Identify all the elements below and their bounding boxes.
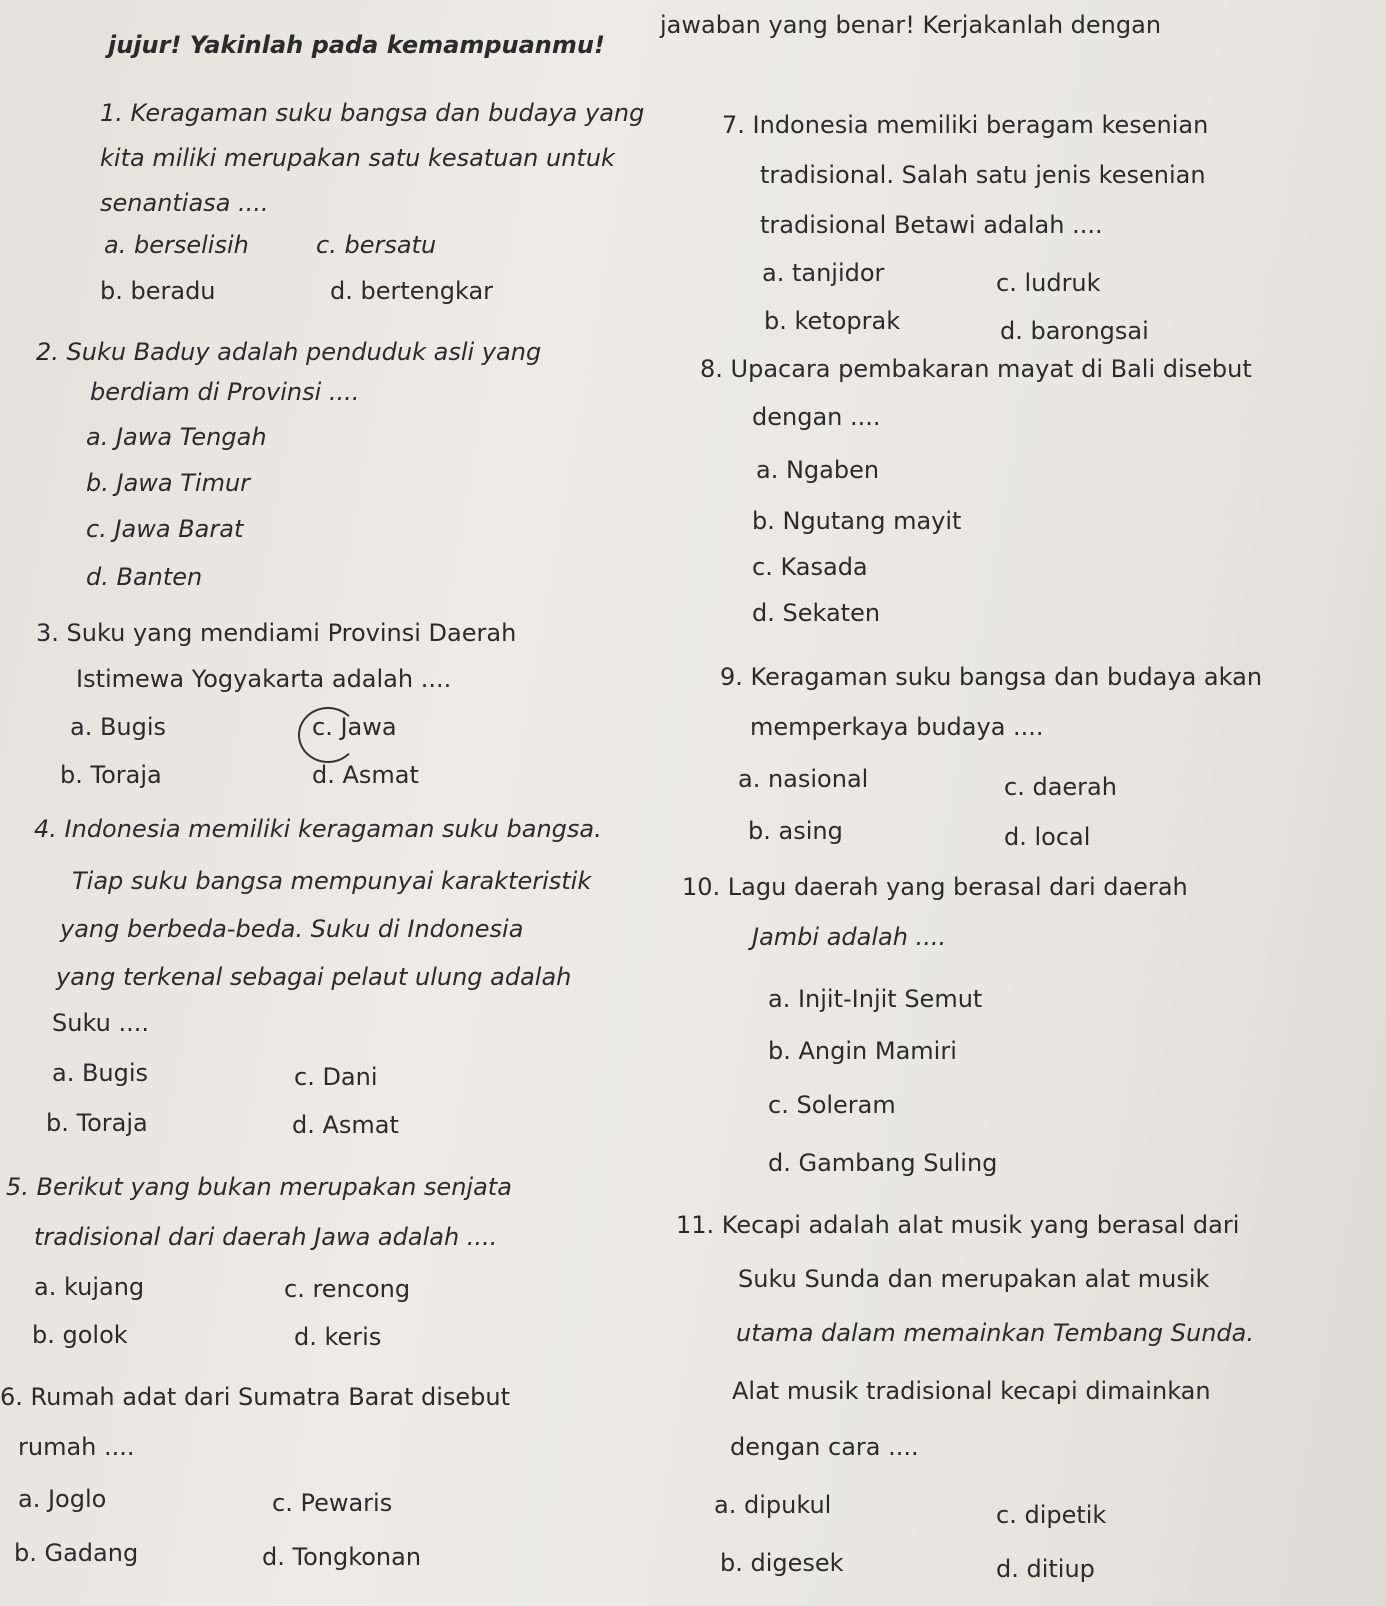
q10-line-1: 10. Lagu daerah yang berasal dari daerah <box>682 873 1188 901</box>
q6-option-b[interactable]: b. Gadang <box>14 1539 139 1567</box>
q5-option-a[interactable]: a. kujang <box>34 1273 145 1301</box>
q6-option-d[interactable]: d. Tongkonan <box>262 1543 422 1571</box>
q3-line-1: 3. Suku yang mendiami Provinsi Daerah <box>36 619 517 647</box>
q9-option-c[interactable]: c. daerah <box>1004 773 1117 801</box>
q10-option-c[interactable]: c. Soleram <box>768 1091 896 1119</box>
q5-line-1: 5. Berikut yang bukan merupakan senjata <box>6 1173 512 1201</box>
q3-option-d[interactable]: d. Asmat <box>312 761 419 789</box>
q6-line-2: rumah .... <box>18 1433 135 1461</box>
q11-option-c[interactable]: c. dipetik <box>996 1501 1107 1529</box>
q5-option-c[interactable]: c. rencong <box>284 1275 411 1303</box>
q9-line-2: memperkaya budaya .... <box>750 713 1044 741</box>
q9-option-a[interactable]: a. nasional <box>738 765 869 793</box>
q1-line-3: senantiasa .... <box>100 189 269 217</box>
q2-option-c-text[interactable]: c. Jawa Barat <box>86 515 244 543</box>
q9-option-b[interactable]: b. asing <box>748 817 843 845</box>
q4-line-1: 4. Indonesia memiliki keragaman suku bangsa. <box>34 815 602 843</box>
q10-option-a[interactable]: a. Injit-Injit Semut <box>768 985 983 1013</box>
q1-line-1: 1. Keragaman suku bangsa dan budaya yang <box>100 99 645 127</box>
q4-option-c[interactable]: c. Dani <box>294 1063 378 1091</box>
q2-line-2: berdiam di Provinsi .... <box>90 378 360 406</box>
q4-line-5: Suku .... <box>52 1009 149 1037</box>
header-line-1: jawaban yang benar! Kerjakanlah dengan <box>660 11 1162 39</box>
q11-option-a[interactable]: a. dipukul <box>714 1491 832 1519</box>
q11-line-2: Suku Sunda dan merupakan alat musik <box>738 1265 1210 1293</box>
q6-option-c[interactable]: c. Pewaris <box>272 1489 393 1517</box>
q5-line-2: tradisional dari daerah Jawa adalah .... <box>34 1223 498 1251</box>
q7-line-1: 7. Indonesia memiliki beragam kesenian <box>722 111 1209 139</box>
q2-option-a[interactable]: a. Jawa Tengah <box>86 423 267 451</box>
q7-line-3: tradisional Betawi adalah .... <box>760 211 1103 239</box>
q9-option-d[interactable]: d. local <box>1004 823 1091 851</box>
q11-option-d[interactable]: d. ditiup <box>996 1555 1095 1583</box>
q1-line-2: kita miliki merupakan satu kesatuan untuk <box>100 144 615 172</box>
q10-line-2: Jambi adalah .... <box>752 923 947 951</box>
q11-option-b[interactable]: b. digesek <box>720 1549 844 1577</box>
q4-line-4: yang terkenal sebagai pelaut ulung adalah <box>56 963 572 991</box>
q11-line-3: utama dalam memainkan Tembang Sunda. <box>736 1319 1255 1347</box>
q5-option-b[interactable]: b. golok <box>32 1321 128 1349</box>
q6-line-1: 6. Rumah adat dari Sumatra Barat disebut <box>0 1383 511 1411</box>
q1-option-b[interactable]: b. beradu <box>100 277 216 305</box>
q3-line-2: Istimewa Yogyakarta adalah .... <box>76 665 452 693</box>
q4-option-d[interactable]: d. Asmat <box>292 1111 399 1139</box>
q8-option-b[interactable]: b. Ngutang mayit <box>752 507 962 535</box>
q6-option-a[interactable]: a. Joglo <box>18 1485 107 1513</box>
q8-line-2: dengan .... <box>752 403 881 431</box>
header-line-2: jujur! Yakinlah pada kemampuanmu! <box>108 31 605 59</box>
q10-option-b[interactable]: b. Angin Mamiri <box>768 1037 957 1065</box>
q3-option-b[interactable]: b. Toraja <box>60 761 162 789</box>
q11-line-4: Alat musik tradisional kecapi dimainkan <box>732 1377 1211 1405</box>
q2-line-1: 2. Suku Baduy adalah penduduk asli yang <box>36 338 542 366</box>
q11-line-5: dengan cara .... <box>730 1433 919 1461</box>
q1-option-a[interactable]: a. berselisih <box>104 231 249 259</box>
q10-option-d[interactable]: d. Gambang Suling <box>768 1149 998 1177</box>
q4-option-a[interactable]: a. Bugis <box>52 1059 149 1087</box>
q11-line-1: 11. Kecapi adalah alat musik yang berasal dari <box>676 1211 1240 1239</box>
q8-line-1: 8. Upacara pembakaran mayat di Bali disebut <box>700 355 1252 383</box>
q1-option-d[interactable]: d. bertengkar <box>330 277 494 305</box>
q4-option-b[interactable]: b. Toraja <box>46 1109 148 1137</box>
q3-option-a[interactable]: a. Bugis <box>70 713 167 741</box>
q7-option-b[interactable]: b. ketoprak <box>764 307 901 335</box>
q2-option-b[interactable]: b. Jawa Timur <box>86 469 251 497</box>
q4-line-3: yang berbeda-beda. Suku di Indonesia <box>60 915 524 943</box>
q9-line-1: 9. Keragaman suku bangsa dan budaya akan <box>720 663 1263 691</box>
q7-option-d[interactable]: d. barongsai <box>1000 317 1149 345</box>
q8-option-d[interactable]: d. Sekaten <box>752 599 881 627</box>
q8-option-a[interactable]: a. Ngaben <box>756 456 880 484</box>
q4-line-2: Tiap suku bangsa mempunyai karakteristik <box>72 867 592 895</box>
q8-option-c[interactable]: c. Kasada <box>752 553 868 581</box>
q7-option-c[interactable]: c. ludruk <box>996 269 1101 297</box>
q5-option-d[interactable]: d. keris <box>294 1323 382 1351</box>
q7-line-2: tradisional. Salah satu jenis kesenian <box>760 161 1206 189</box>
q3-option-c[interactable]: c. Jawa <box>312 713 397 741</box>
q7-option-a[interactable]: a. tanjidor <box>762 259 885 287</box>
q2-option-d[interactable]: d. Banten <box>86 563 203 591</box>
q1-option-c[interactable]: c. bersatu <box>316 231 437 259</box>
